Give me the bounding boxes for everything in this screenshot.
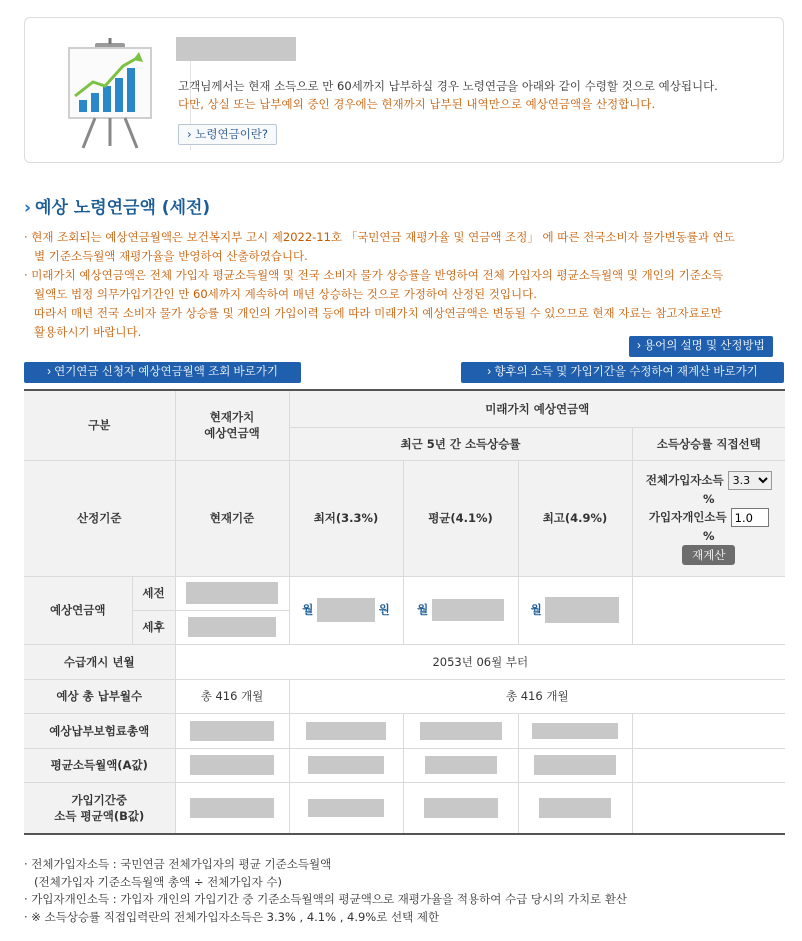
note-line: 따라서 매년 전국 소비자 물가 상승률 및 개인의 가입이력 등에 따라 미래가치 예상연금액은 변동될 수 있으므로 현재 자료는 참고자료로만	[34, 306, 722, 320]
old-age-pension-info-button[interactable]: › 노령연금이란?	[178, 124, 277, 145]
masked-value	[190, 721, 274, 741]
total-premium-high	[518, 713, 632, 748]
all-income-label: 전체가입자소득	[645, 473, 724, 487]
note-line: 월액도 법정 의무가입기간인 만 60세까지 계속하여 매년 상승하는 것으로 가정하여 산정된 것입니다.	[34, 287, 537, 301]
basis-low: 최저(3.3%)	[289, 460, 403, 576]
section-title-text: 예상 노령연금액 (세전)	[35, 198, 211, 218]
total-premium-low	[289, 713, 403, 748]
month-label: 월	[530, 602, 542, 617]
future-direct-value	[632, 576, 785, 644]
footnote-line: · 가입자개인소득 : 가입자 개인의 가입기간 중 기준소득월액의 평균액으로 재평가율을 적용하여 수급 당시의 가치로 환산	[24, 892, 628, 906]
row-expected-label: 예상연금액	[24, 576, 132, 644]
b-value-current	[175, 782, 289, 834]
chart-board-icon	[65, 38, 155, 150]
pre-tax-label: 세전	[132, 576, 175, 610]
won-label: 원	[378, 602, 390, 617]
section-title	[24, 193, 210, 218]
recalculate-link-button[interactable]: › 향후의 소득 및 가입기간을 수정하여 재계산 바로가기	[461, 362, 784, 383]
row-basis-label: 산정기준	[24, 460, 175, 576]
masked-value	[308, 756, 384, 774]
note-line: · 미래가치 예상연금액은 전체 가입자 평균소득월액 및 전국 소비자 물가 상승률을 반영하여 전체 가입자의 평균소득월액 및 개인의 기준소득	[24, 268, 724, 282]
percent-sign: %	[703, 529, 715, 543]
footnotes	[24, 856, 627, 926]
masked-value	[532, 723, 618, 739]
note-line: 활용하시기 바랍니다.	[34, 325, 142, 339]
recalculate-button[interactable]: 재계산	[682, 545, 735, 565]
personal-income-input[interactable]	[731, 508, 769, 527]
month-label: 월	[302, 602, 314, 617]
percent-sign: %	[703, 492, 715, 506]
month-label: 월	[417, 602, 429, 617]
terms-explanation-button[interactable]: › 용어의 설명 및 산정방법	[629, 336, 773, 357]
post-tax-label: 세후	[132, 610, 175, 644]
basis-high: 최고(4.9%)	[518, 460, 632, 576]
header-category: 구분	[24, 390, 175, 460]
masked-value	[424, 798, 498, 818]
postponed-pension-button[interactable]: › 연기연금 신청자 예상연금월액 조회 바로가기	[24, 362, 301, 383]
future-low-value	[289, 576, 403, 644]
note-line: · 현재 조회되는 예상연금월액은 보건복지부 고시 제2022-11호 「국민연금 재평가율 및 연금액 조정」 에 따른 전국소비자 물가변동률과 연도	[24, 230, 735, 244]
avg-income-low	[289, 748, 403, 782]
header-present-value	[175, 390, 289, 460]
header-present-value-line2: 예상연금액	[204, 426, 260, 441]
intro-notice: 다만, 상실 또는 납부예외 중인 경우에는 현재까지 납부된 내역만으로 예상연금액을 산정합니다.	[178, 97, 656, 111]
b-value-high	[518, 782, 632, 834]
total-premium-avg	[403, 713, 518, 748]
months-current: 총 416 개월	[175, 679, 289, 713]
intro-line: 고객님께서는 현재 소득으로 만 60세까지 납부하실 경우 노령연금을 아래와 같이 수령할 것으로 예상됩니다.	[178, 79, 718, 93]
pension-table	[24, 389, 785, 835]
masked-value	[186, 582, 278, 604]
months-future: 총 416 개월	[289, 679, 785, 713]
total-premium-direct	[632, 713, 785, 748]
footnote-line: · ※ 소득상승률 직접입력란의 전체가입자소득은 3.3% , 4.1% , 4.9%로 선택 제한	[24, 909, 440, 924]
basis-current: 현재기준	[175, 460, 289, 576]
masked-value	[306, 722, 386, 740]
masked-value	[308, 799, 384, 817]
notes	[24, 228, 788, 342]
b-value-label-line2: 소득 평균액(B값)	[54, 808, 145, 823]
present-post-tax-value	[175, 610, 289, 644]
note-line: 별 기준소득월액 재평가율을 반영하여 산출하였습니다.	[34, 249, 308, 263]
basis-average: 평균(4.1%)	[403, 460, 518, 576]
header-present-value-line1: 현재가치	[209, 410, 255, 425]
customer-name-masked	[176, 37, 296, 61]
masked-value	[545, 597, 619, 623]
header-direct-select: 소득상승률 직접선택	[632, 427, 785, 460]
masked-value	[188, 617, 276, 637]
avg-income-direct	[632, 748, 785, 782]
present-pre-tax-value	[175, 576, 289, 610]
masked-value	[539, 798, 611, 818]
header-future-value: 미래가치 예상연금액	[289, 390, 785, 427]
footnote-line: (전체가입자 기준소득월액 총액 ÷ 전체가입자 수)	[34, 874, 282, 889]
b-value-direct	[632, 782, 785, 834]
total-premium-current	[175, 713, 289, 748]
row-avg-income-label: 평균소득월액(A값)	[24, 748, 175, 782]
personal-income-label: 가입자개인소득	[648, 510, 727, 524]
future-avg-value	[403, 576, 518, 644]
masked-value	[425, 756, 497, 774]
masked-value	[190, 755, 274, 775]
b-value-avg	[403, 782, 518, 834]
avg-income-current	[175, 748, 289, 782]
direct-select-cell	[632, 460, 785, 576]
masked-value	[432, 599, 504, 621]
b-value-label-line1: 가입기간중	[71, 792, 128, 807]
row-start-label: 수급개시 년월	[24, 644, 175, 679]
start-value: 2053년 06월 부터	[175, 644, 785, 679]
all-income-select[interactable]	[728, 471, 772, 490]
b-value-low	[289, 782, 403, 834]
footnote-line: · 전체가입자소득 : 국민연금 전체가입자의 평균 기준소득월액	[24, 857, 332, 871]
row-b-value-label	[24, 782, 175, 834]
chevron-right-icon: ›	[24, 198, 32, 218]
masked-value	[420, 722, 502, 740]
row-total-premium-label: 예상납부보험료총액	[24, 713, 175, 748]
masked-value	[534, 755, 616, 775]
future-high-value	[518, 576, 632, 644]
avg-income-avg	[403, 748, 518, 782]
avg-income-high	[518, 748, 632, 782]
masked-value	[190, 798, 274, 818]
header-recent-5-years: 최근 5년 간 소득상승률	[289, 427, 632, 460]
masked-value	[317, 598, 375, 622]
row-months-label: 예상 총 납부월수	[24, 679, 175, 713]
